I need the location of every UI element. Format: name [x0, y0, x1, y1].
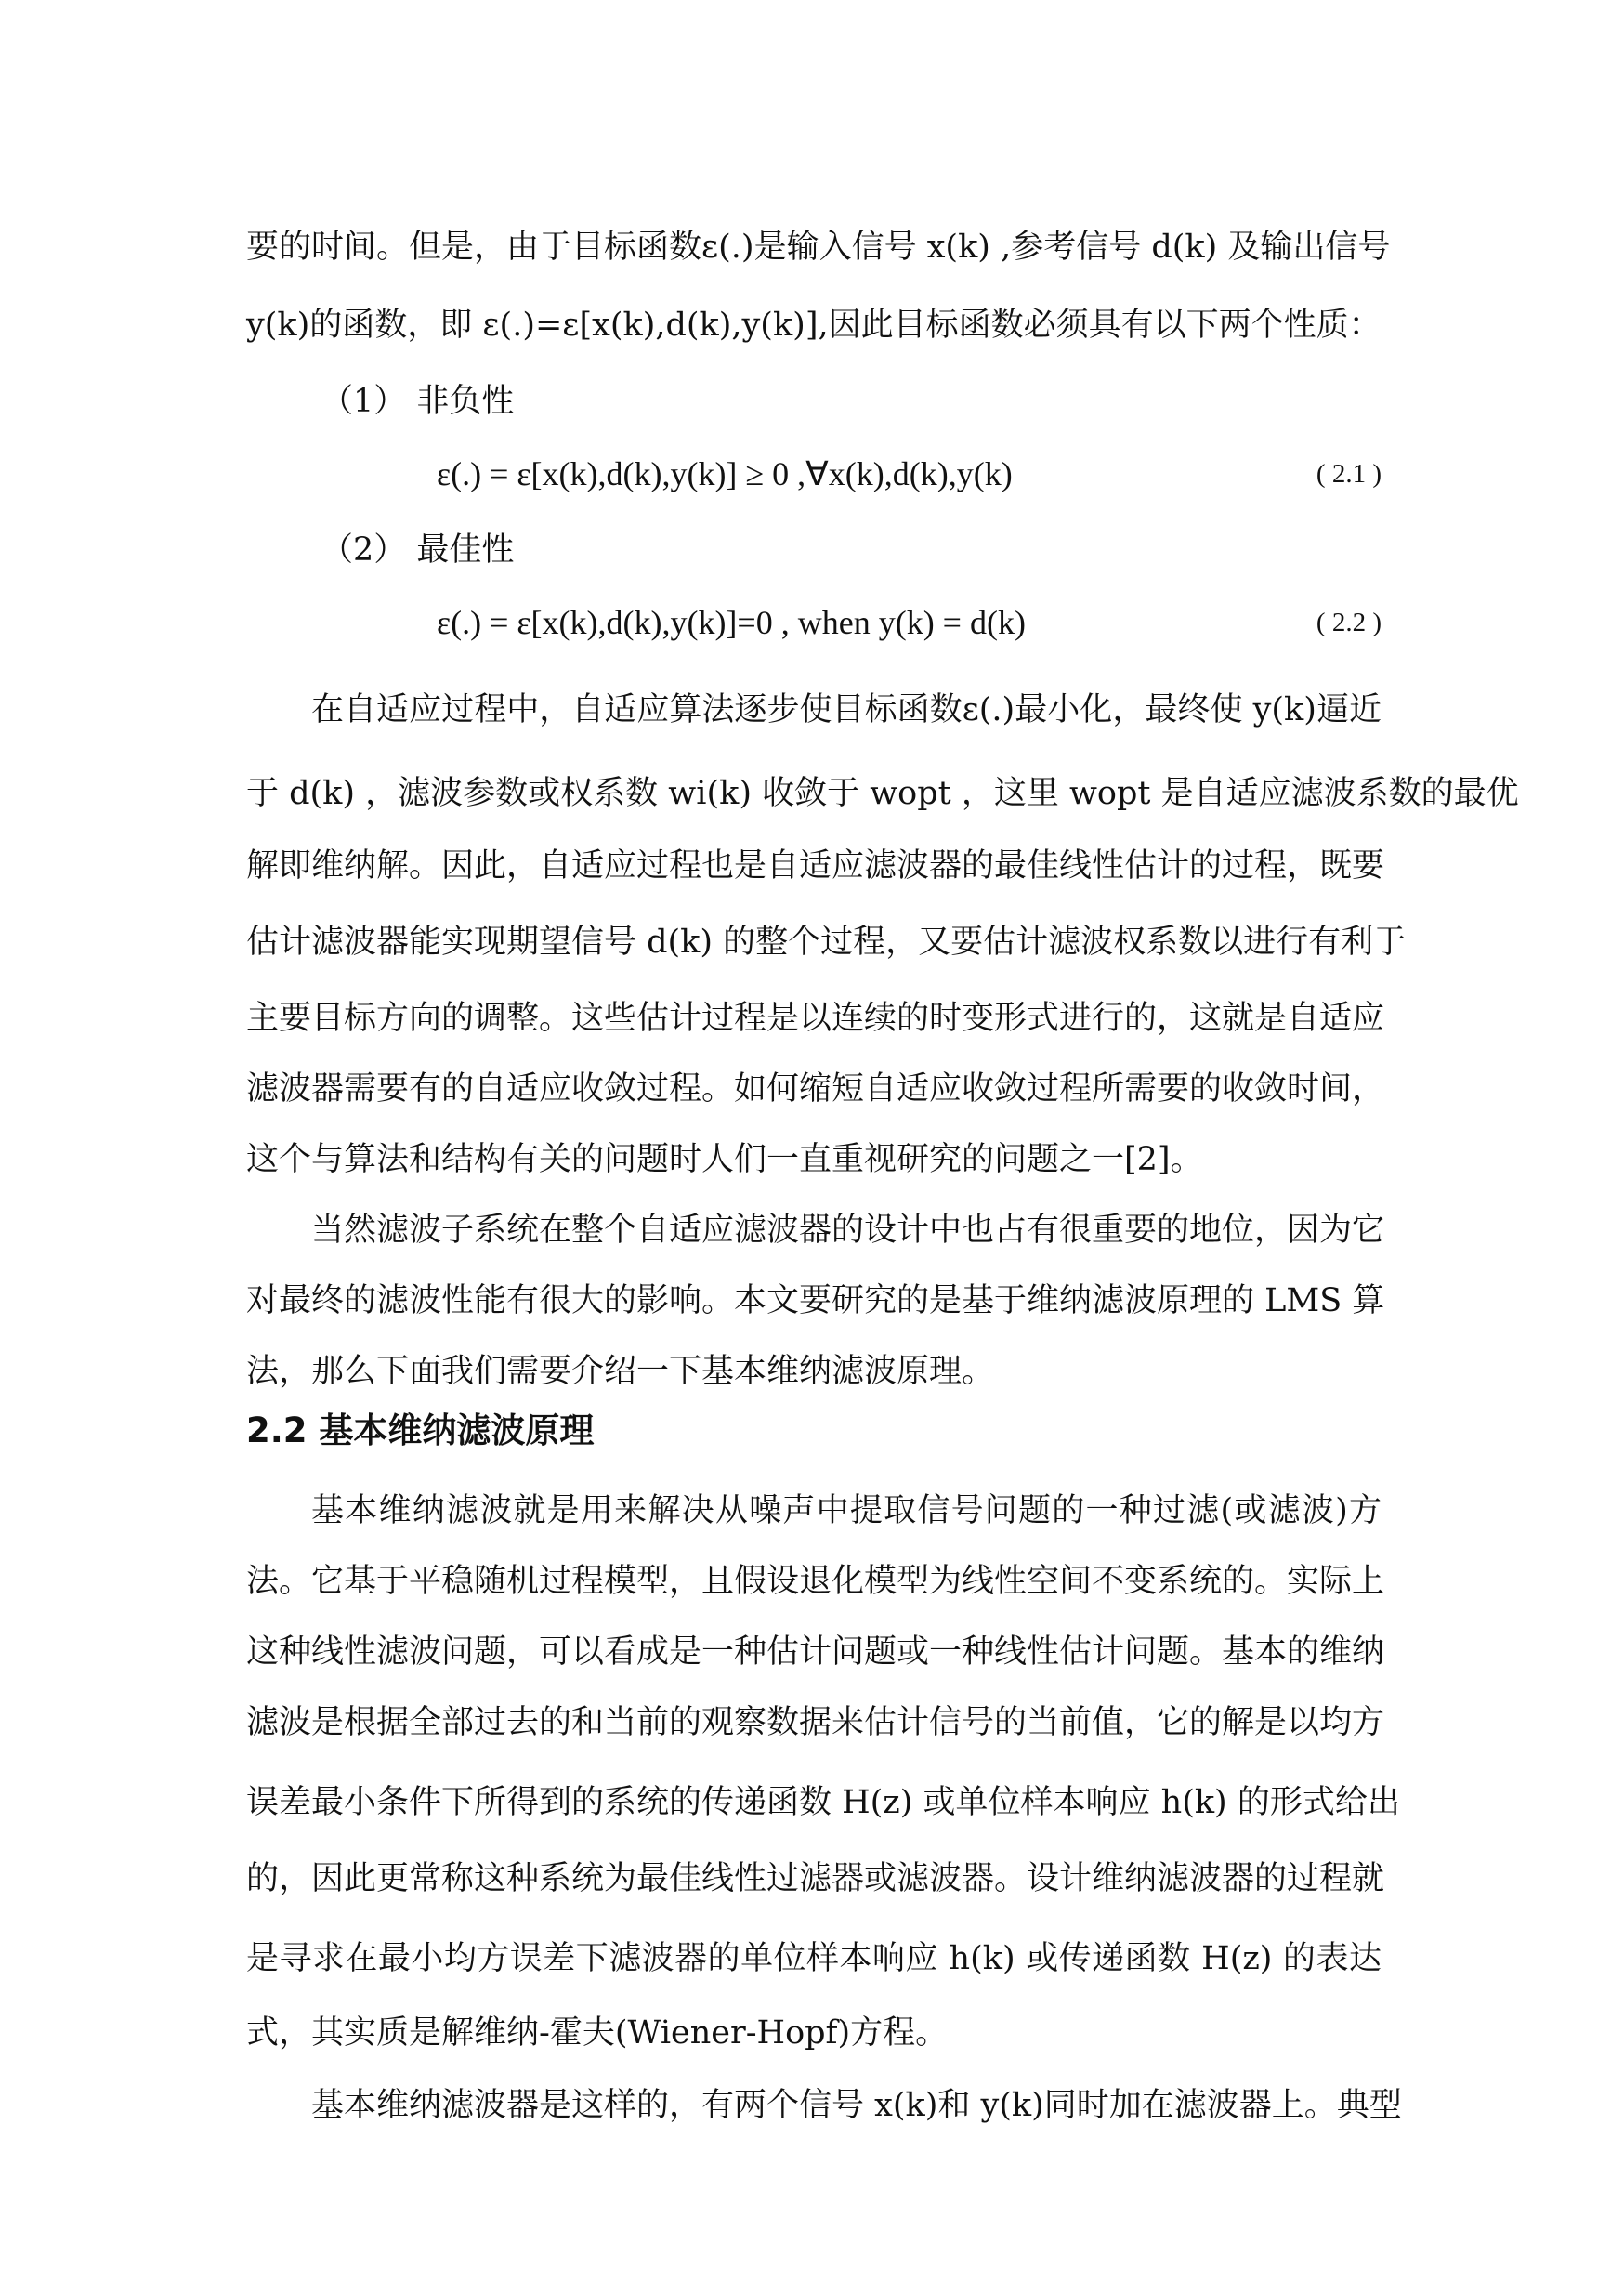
body-line-12: 法，那么下面我们需要介绍一下基本维纳滤波原理。 [246, 1353, 995, 1390]
body-line-1: 要的时间。但是，由于目标函数ε(.)是输入信号 x(k) ,参考信号 d(k) 及输出信号 [246, 229, 1391, 266]
equation-2-2: ε(.) = ε[x(k),d(k),y(k)]=0 , when y(k) = d(k) [437, 604, 1026, 641]
equation-number-2-2: ( 2.2 ) [1316, 608, 1382, 637]
body-line-15: 这种线性滤波问题，可以看成是一种估计问题或一种线性估计问题。基本的维纳 [246, 1633, 1385, 1671]
property-2-label: （2） 最佳性 [321, 531, 515, 569]
body-line-20: 式，其实质是解维纳-霍夫(Wiener-Hopf)方程。 [246, 2014, 949, 2052]
equation-2-1: ε(.) = ε[x(k),d(k),y(k)] ≥ 0 ,∀x(k),d(k),y(k) [437, 455, 1013, 492]
body-line-8: 滤波器需要有的自适应收敛过程。如何缩短自适应收敛过程所需要的收敛时间， [246, 1070, 1385, 1108]
section-heading: 2.2 基本维纳滤波原理 [246, 1410, 595, 1450]
body-line-14: 法。它基于平稳随机过程模型，且假设退化模型为线性空间不变系统的。实际上 [246, 1563, 1385, 1600]
body-line-16: 滤波是根据全部过去的和当前的观察数据来估计信号的当前值，它的解是以均方 [246, 1704, 1385, 1741]
body-line-7: 主要目标方向的调整。这些估计过程是以连续的时变形式进行的，这就是自适应 [246, 1000, 1385, 1037]
equation-number-2-1: ( 2.1 ) [1316, 459, 1382, 489]
body-line-9: 这个与算法和结构有关的问题时人们一直重视研究的问题之一[2]。 [246, 1141, 1203, 1178]
body-line-5: 解即维纳解。因此，自适应过程也是自适应滤波器的最佳线性估计的过程，既要 [246, 847, 1385, 885]
body-line-3: 在自适应过程中，自适应算法逐步使目标函数ε(.)最小化，最终使 y(k)逼近 [311, 691, 1382, 728]
body-line-13: 基本维纳滤波就是用来解决从噪声中提取信号问题的一种过滤(或滤波)方 [311, 1492, 1382, 1529]
body-line-2: y(k)的函数，即 ε(.)=ε[x(k),d(k),y(k)],因此目标函数必须具有以下两个性质： [246, 307, 1382, 344]
body-line-18: 的，因此更常称这种系统为最佳线性过滤器或滤波器。设计维纳滤波器的过程就 [246, 1860, 1385, 1897]
body-line-4: 于 d(k) ，滤波参数或权系数 wi(k) 收敛于 wopt ，这里 wopt 是自适应滤波系数的最优 [246, 775, 1519, 812]
body-line-17: 误差最小条件下所得到的系统的传递函数 H(z) 或单位样本响应 h(k) 的形式给出 [246, 1784, 1400, 1821]
body-line-11: 对最终的滤波性能有很大的影响。本文要研究的是基于维纳滤波原理的 LMS 算 [246, 1282, 1385, 1319]
body-line-21: 基本维纳滤波器是这样的，有两个信号 x(k)和 y(k)同时加在滤波器上。典型 [311, 2087, 1402, 2124]
property-1-label: （1） 非负性 [321, 383, 515, 420]
body-line-19: 是寻求在最小均方误差下滤波器的单位样本响应 h(k) 或传递函数 H(z) 的表达 [246, 1940, 1382, 1977]
body-line-6: 估计滤波器能实现期望信号 d(k) 的整个过程，又要估计滤波权系数以进行有利于 [246, 924, 1407, 961]
body-line-10: 当然滤波子系统在整个自适应滤波器的设计中也占有很重要的地位，因为它 [311, 1212, 1385, 1249]
